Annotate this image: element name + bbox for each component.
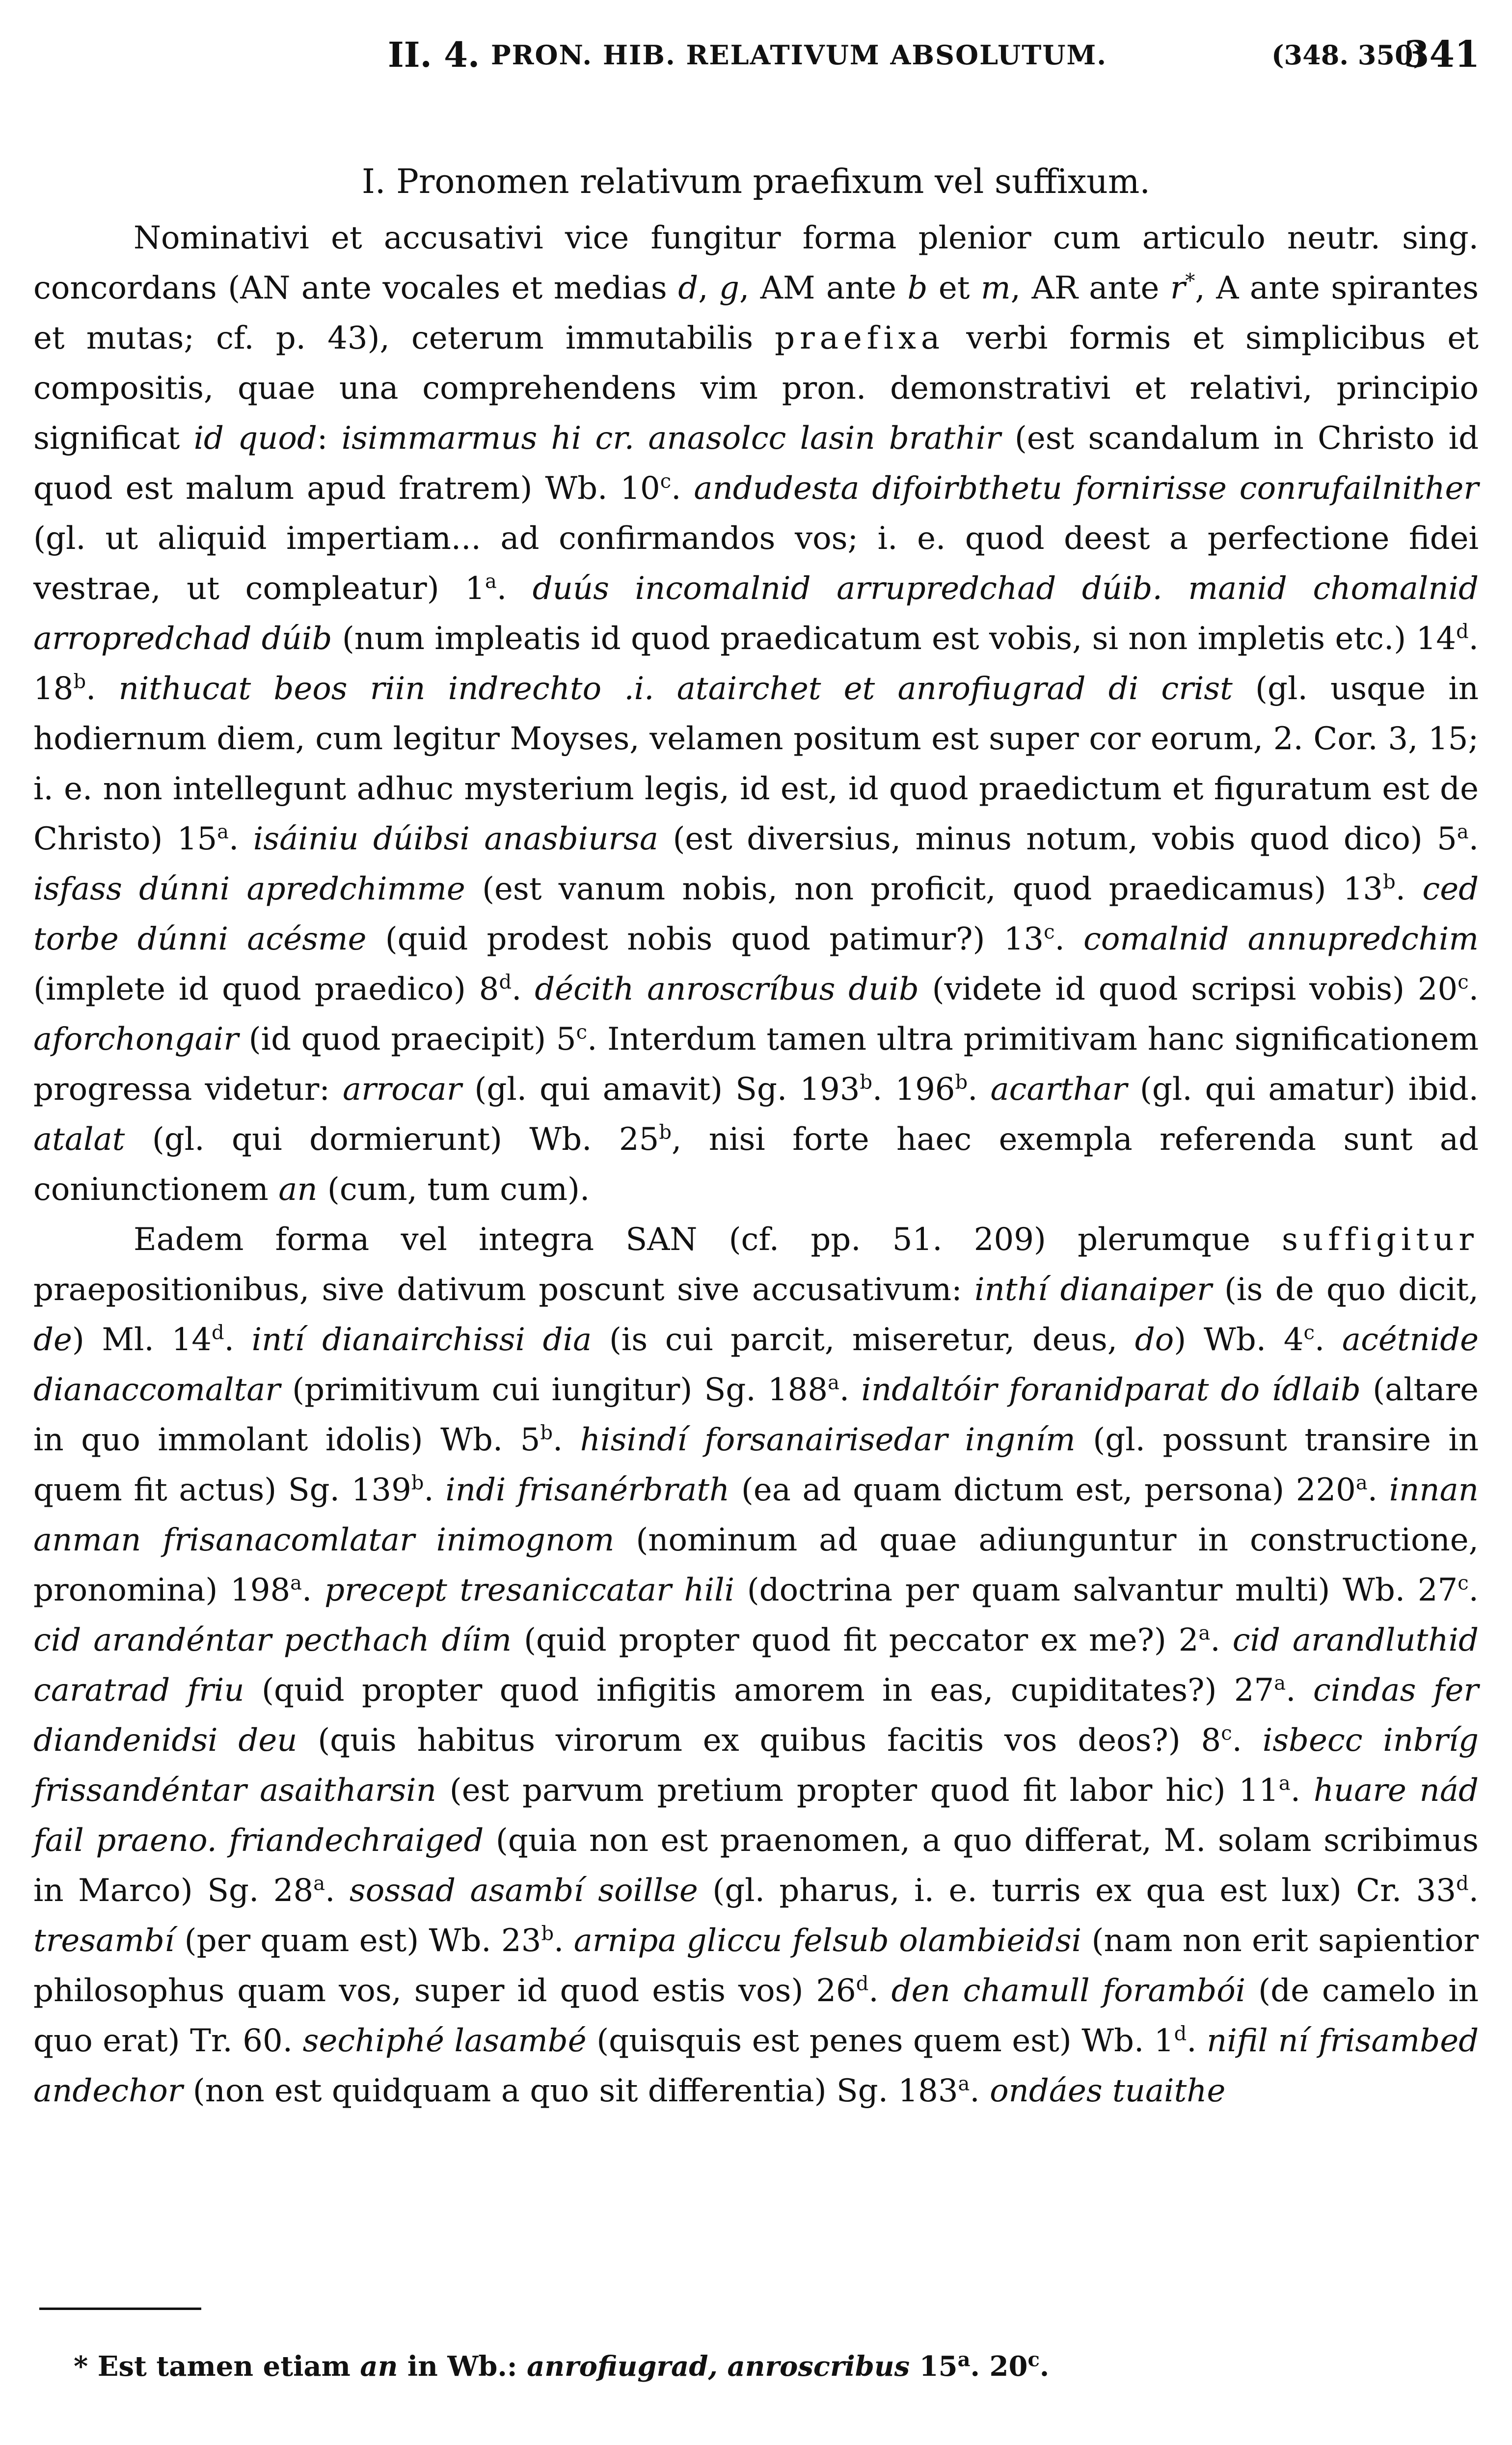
superscript: a — [313, 1872, 325, 1895]
superscript: c — [1221, 1722, 1232, 1745]
italic-term: innan anman frisanacomlatar inimognom — [33, 1472, 1479, 1558]
text-run: 15 — [910, 2350, 958, 2383]
italic-term: anrofiugrad, anroscribus — [527, 2350, 910, 2383]
italic-term: b — [907, 270, 928, 306]
text-run: Eadem forma vel integra SAN (cf. pp. 51. 209) plerumque — [134, 1222, 1282, 1258]
italic-term: den chamull forambói — [891, 1973, 1246, 2009]
text-run: (nominum ad quae adiunguntur in constructione, pronomina) 198 — [33, 1522, 1479, 1608]
superscript: a — [1278, 1772, 1291, 1795]
text-run: (num impleatis id quod praedicatum est vobis, si non impletis etc.) 14 — [332, 621, 1457, 657]
body-text — [33, 157, 1479, 2116]
text-run: (is de quo dicit, — [1212, 1272, 1479, 1308]
footnote-divider — [39, 2308, 201, 2310]
superscript: * — [1185, 270, 1195, 293]
text-run: . 196 — [872, 1071, 955, 1108]
text-run: (implete id quod praedico) 8 — [33, 971, 499, 1007]
running-head-reference: (348. 350) — [1271, 39, 1426, 71]
superscript: d — [212, 1321, 224, 1344]
italic-term: huare nád fail praeno. friandechraiged — [33, 1772, 1479, 1859]
italic-term: precept tresaniccatar hili — [324, 1572, 735, 1608]
text-run: (non est quidquam a quo sit differentia) Sg. 183 — [183, 2073, 958, 2109]
superscript: c — [576, 1021, 588, 1044]
superscript: a — [1274, 1672, 1286, 1695]
text-run: (gl. qui amatur) ibid. — [1127, 1071, 1479, 1108]
superscript: b — [411, 1471, 424, 1494]
italic-term: arrocar — [342, 1071, 462, 1108]
text-run: . — [86, 671, 119, 707]
text-run: . — [1290, 1772, 1314, 1809]
text-run: . Interdum tamen ultra primitivam hanc significationem progressa videtur: — [33, 1021, 1479, 1108]
italic-term: de — [33, 1322, 72, 1358]
text-run: (primitivum cui iungitur) Sg. 188 — [280, 1372, 828, 1408]
italic-term: indaltóir foranidparat do ídlaib — [861, 1372, 1361, 1408]
text-run: (est diversius, minus notum, vobis quod dico) 5 — [658, 821, 1457, 857]
italic-term: an — [278, 1171, 318, 1208]
running-head-section: II. 4. — [388, 34, 480, 75]
text-run: (ea ad quam dictum est, persona) 220 — [729, 1472, 1356, 1508]
italic-term: acétnide dianaccomaltar — [33, 1322, 1479, 1408]
text-run: . — [224, 1322, 252, 1358]
superscript: a — [217, 820, 229, 843]
italic-term: duús incomalnid arrupredchad dúib. manid chomalnid arropredchad dúib — [33, 570, 1479, 657]
footnote — [74, 2347, 1448, 2386]
superscript: a — [485, 570, 497, 593]
superscript: d — [1456, 1872, 1469, 1895]
text-run: . — [325, 1873, 350, 1909]
italic-term: cid arandéntar pecthach díim — [33, 1622, 512, 1658]
text-run: Nominativi et accusativi vice fungitur forma plenior cum articulo neutr. sing. concordans (AN ante vocales et medias — [33, 220, 1479, 306]
superscript: b — [1383, 870, 1396, 894]
italic-term: isáiniu dúibsi anasbiursa — [253, 821, 659, 857]
text-run: verbi formis et simplicibus et compositis, quae una comprehendens vim pron. demonstrativi et relativi, principio significat — [33, 320, 1479, 457]
text-run: . — [1210, 1622, 1233, 1658]
superscript: d — [1174, 2022, 1187, 2045]
text-run: . — [512, 971, 535, 1007]
italic-term: atalat — [33, 1121, 125, 1158]
text-run: (videte id quod scripsi vobis) 20 — [918, 971, 1458, 1007]
text-run: ) Wb. 4 — [1174, 1322, 1304, 1358]
text-run: (gl. pharus, i. e. turris ex qua est lux) Cr. 33 — [698, 1873, 1457, 1909]
text-run: . — [302, 1572, 325, 1608]
superscript: d — [499, 971, 512, 994]
paragraph — [33, 1215, 1479, 2116]
superscript: c — [1303, 1321, 1315, 1344]
text-run: . — [1286, 1672, 1313, 1709]
superscript: c — [1044, 921, 1055, 944]
italic-term: sossad asambí soillse — [349, 1873, 698, 1909]
text-run: . — [1187, 2023, 1207, 2059]
text-run: , A ante spirantes et mutas; cf. p. 43), ceterum immutabilis — [33, 270, 1479, 356]
text-run: (gl. qui dormierunt) Wb. 25 — [125, 1121, 659, 1158]
text-run: , AR ante — [1010, 270, 1170, 306]
running-head — [34, 20, 1478, 93]
text-run: . — [229, 821, 253, 857]
italic-term: cindas fer diandenidsi deu — [33, 1672, 1479, 1759]
superscript: a — [958, 2072, 970, 2095]
text-run: : — [317, 420, 342, 457]
superscript: c — [1458, 1572, 1469, 1595]
italic-term: nithucat beos riin indrechto .i. atairchet et anrofiugrad di crist — [118, 671, 1233, 707]
text-run: . — [968, 1071, 991, 1108]
text-run: (est parvum pretium propter quod fit labor hic) 11 — [436, 1772, 1279, 1809]
text-run: (gl. possunt transire in quem fit actus) Sg. 139 — [33, 1422, 1479, 1508]
text-run: * Est tamen etiam — [74, 2350, 360, 2383]
italic-term: g — [719, 270, 739, 306]
text-run: (nam non erit sapientior philosophus quam vos, super id quod estis vos) 26 — [33, 1923, 1479, 2009]
superscript: a — [1457, 820, 1469, 843]
text-run: (quid prodest nobis quod patimur?) 13 — [366, 921, 1044, 957]
superscript: c — [660, 470, 672, 493]
italic-term: andudesta difoirbthetu fornirisse conrufailnither — [694, 470, 1479, 507]
text-run: . — [671, 470, 694, 507]
text-run: . — [868, 1973, 891, 2009]
superscript: b — [73, 670, 86, 693]
text-run: . — [1232, 1722, 1263, 1759]
text-run: . — [553, 1422, 580, 1458]
text-run: . — [970, 2073, 990, 2109]
italic-term: an — [360, 2350, 398, 2383]
text-run: (quisquis est penes quem est) Wb. 1 — [586, 2023, 1174, 2059]
italic-term: r — [1170, 270, 1186, 306]
text-run: . 18 — [33, 621, 1479, 707]
italic-term: décith anroscríbus duib — [535, 971, 919, 1007]
text-run: (quia non est praenomen, a quo differat, M. solam scribimus in Marco) Sg. 28 — [33, 1822, 1479, 1909]
italic-term: isbecc inbríg frissandéntar asaitharsin — [33, 1722, 1479, 1809]
italic-term: comalnid annupredchim — [1083, 921, 1479, 957]
text-run: suffigitur — [1282, 1222, 1479, 1258]
superscript: a — [828, 1371, 839, 1394]
text-run: (de camelo in quo erat) Tr. 60. — [33, 1973, 1479, 2059]
italic-term: id quod — [193, 420, 317, 457]
text-run: ) Ml. 14 — [72, 1322, 212, 1358]
superscript: b — [659, 1121, 672, 1144]
text-run: (cum, tum cum). — [317, 1171, 590, 1208]
text-run: . — [839, 1372, 862, 1408]
italic-term: nifil ní frisambed andechor — [33, 2023, 1479, 2109]
text-run: (gl. usque in hodiernum diem, cum legitur Moyses, velamen positum est super cor eorum, 2. Cor. 3, 15; i. e. non intellegunt adhuc mysterium legis, id est, id quod praedictum et figuratum est de Christo) 15 — [33, 671, 1479, 857]
superscript: c — [1027, 2348, 1040, 2371]
text-run: . — [1314, 1322, 1342, 1358]
text-run: (gl. qui amavit) Sg. 193 — [461, 1071, 860, 1108]
text-run: (id quod praecipit) 5 — [238, 1021, 576, 1058]
italic-term: indi frisanérbrath — [445, 1472, 730, 1508]
text-run: . — [1468, 1572, 1479, 1608]
superscript: b — [541, 1922, 554, 1945]
text-run: praepositionibus, sive dativum poscunt sive accusativum: — [33, 1272, 975, 1308]
italic-term: aforchongair — [33, 1021, 239, 1058]
superscript: d — [1456, 620, 1469, 643]
italic-term: tresambí — [33, 1923, 175, 1959]
text-run: (per quam est) Wb. 23 — [174, 1923, 541, 1959]
running-head-title: PRON. HIB. RELATIVUM ABSOLUTUM. — [491, 39, 1107, 71]
italic-term: m — [980, 270, 1011, 306]
text-run: . — [1468, 1873, 1479, 1909]
italic-term: d — [678, 270, 699, 306]
text-run: (est scandalum in Christo id quod est malum apud fratrem) Wb. 10 — [33, 420, 1479, 507]
text-run: (doctrina per quam salvantur multi) Wb. 27 — [734, 1572, 1458, 1608]
italic-term: isfass dúnni apredchimme — [33, 871, 465, 907]
superscript: d — [856, 1972, 869, 1995]
text-run: (is cui parcit, miseretur, deus, — [592, 1322, 1135, 1358]
text-run: . — [1039, 2350, 1050, 2383]
superscript: a — [290, 1572, 302, 1595]
italic-term: ced torbe dúnni acésme — [33, 871, 1479, 957]
superscript: a — [1355, 1471, 1368, 1494]
italic-term: inthí dianaiper — [974, 1272, 1212, 1308]
italic-term: intí dianairchissi dia — [251, 1322, 592, 1358]
superscript: c — [1458, 971, 1469, 994]
text-run: . 20 — [970, 2350, 1028, 2383]
italic-term: do — [1134, 1322, 1174, 1358]
italic-term: sechiphé lasambé — [302, 2023, 587, 2059]
text-run: (est vanum nobis, non proficit, quod praedicamus) 13 — [465, 871, 1383, 907]
text-run: , AM ante — [739, 270, 908, 306]
italic-term: isimmarmus hi cr. anasolcc lasin brathir — [341, 420, 1001, 457]
text-run: . — [1395, 871, 1423, 907]
italic-term: cid arandluthid caratrad friu — [33, 1622, 1479, 1709]
text-run: (quis habitus virorum ex quibus facitis vos deos?) 8 — [297, 1722, 1221, 1759]
text-run: . — [1054, 921, 1084, 957]
section-heading: I. Pronomen relativum praefixum vel suffixum. — [361, 163, 1150, 201]
text-run: . — [1468, 971, 1479, 1007]
text-run: (quid propter quod infigitis amorem in eas, cupiditates?) 27 — [244, 1672, 1274, 1709]
text-run: , nisi forte haec exempla referenda sunt ad coniunctionem — [33, 1121, 1479, 1208]
text-run: praefixa — [775, 320, 945, 356]
italic-term: ondáes tuaithe — [990, 2073, 1226, 2109]
text-run: et — [927, 270, 981, 306]
paragraph — [33, 213, 1479, 1215]
superscript: b — [860, 1071, 873, 1094]
text-run: (gl. ut aliquid impertiam... ad confirmandos vos; i. e. quod deest a perfectione fidei vestrae, ut compleatur) 1 — [33, 520, 1479, 607]
italic-term: acarthar — [990, 1071, 1127, 1108]
text-run: . — [1468, 821, 1479, 857]
text-run: . — [496, 570, 533, 607]
superscript: b — [540, 1421, 553, 1444]
text-run: . — [1367, 1472, 1389, 1508]
text-run: (quid propter quod fit peccator ex me?) 2 — [512, 1622, 1199, 1658]
page-number: 341 — [1404, 33, 1480, 76]
superscript: a — [1198, 1622, 1211, 1645]
text-run: (altare in quo immolant idolis) Wb. 5 — [33, 1372, 1479, 1458]
superscript: b — [955, 1071, 968, 1094]
text-run: , — [698, 270, 720, 306]
italic-term: arnipa gliccu felsub olambieidsi — [573, 1923, 1082, 1959]
text-run: in Wb.: — [398, 2350, 527, 2383]
text-run: . — [424, 1472, 446, 1508]
superscript: a — [957, 2348, 971, 2371]
italic-term: hisindí forsanairisedar ingním — [580, 1422, 1076, 1458]
text-run: . — [554, 1923, 574, 1959]
